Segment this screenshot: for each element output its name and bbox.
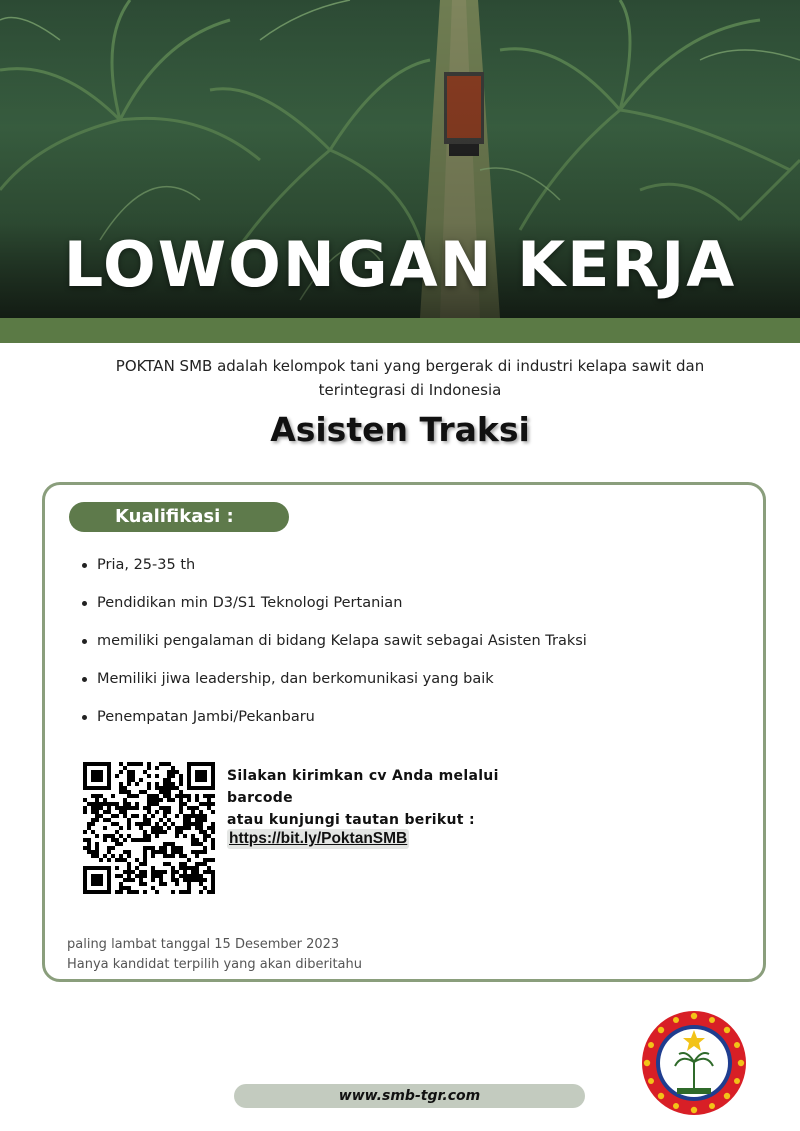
- hero-banner: [0, 0, 800, 318]
- website-pill[interactable]: www.smb-tgr.com: [234, 1084, 585, 1108]
- qualification-list: [77, 555, 587, 745]
- list-item: Memiliki jiwa leadership, dan berkomunikasi yang baik: [77, 669, 587, 707]
- apply-line-1: Silakan kirimkan cv Anda melalui barcode: [227, 768, 499, 806]
- accent-band: [0, 318, 800, 343]
- intro-line-1: POKTAN SMB adalah kelompok tani yang bergerak di industri kelapa sawit dan: [115, 357, 705, 375]
- deadline-text: paling lambat tanggal 15 Desember 2023: [67, 937, 340, 952]
- apply-line-2: atau kunjungi tautan berikut :: [227, 812, 475, 828]
- qr-code-icon[interactable]: [83, 762, 215, 894]
- intro-line-2: terintegrasi di Indonesia: [318, 381, 502, 399]
- qualification-heading: Kualifikasi :: [69, 502, 289, 532]
- company-intro: [70, 354, 750, 402]
- hero-title: LOWONGAN KERJA: [63, 228, 737, 301]
- poktan-smb-logo: [641, 1010, 747, 1116]
- list-item: Pendidikan min D3/S1 Teknologi Pertanian: [77, 593, 587, 631]
- list-item: Pria, 25-35 th: [77, 555, 587, 593]
- list-item: memiliki pengalaman di bidang Kelapa sawit sebagai Asisten Traksi: [77, 631, 587, 669]
- job-title: Asisten Traksi: [270, 410, 530, 449]
- notice-text: Hanya kandidat terpilih yang akan diberitahu: [67, 957, 362, 972]
- apply-instructions: [227, 765, 567, 831]
- apply-link[interactable]: https://bit.ly/PoktanSMB: [229, 830, 408, 847]
- footnote: [67, 935, 362, 975]
- qualification-card: [42, 482, 766, 982]
- list-item: Penempatan Jambi/Pekanbaru: [77, 707, 587, 745]
